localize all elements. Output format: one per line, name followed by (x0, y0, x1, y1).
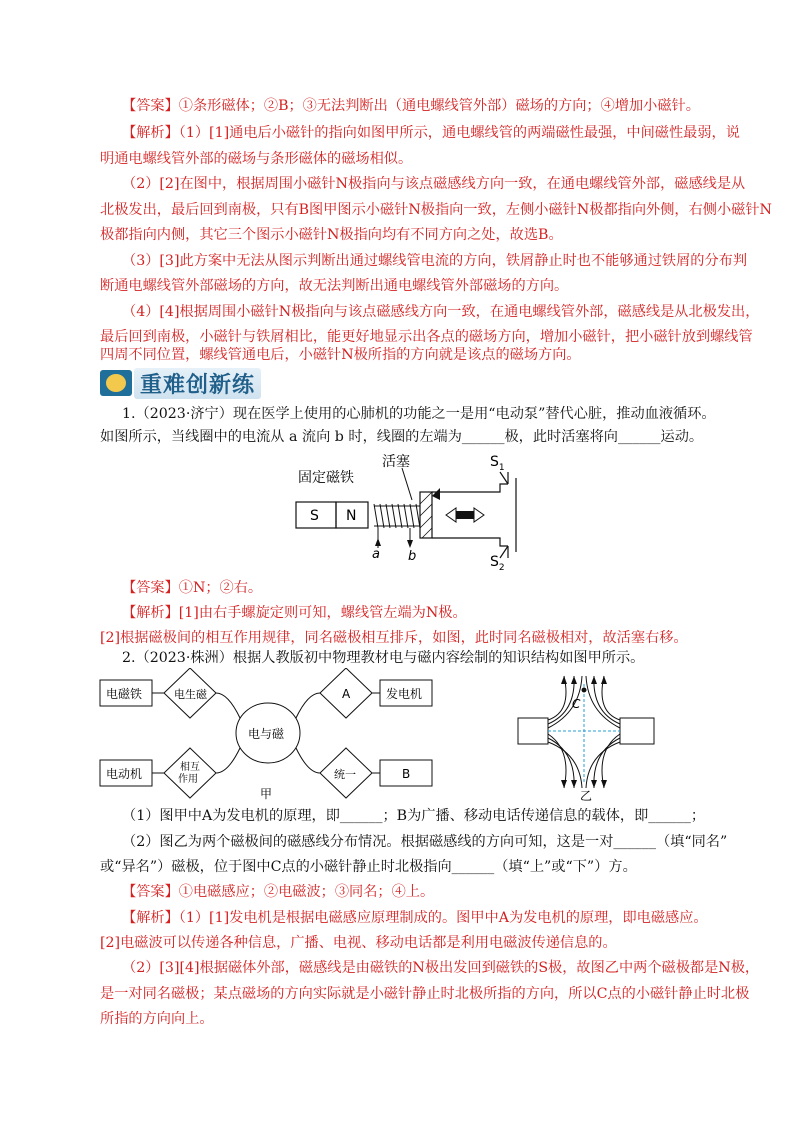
q1-analysis: 【解析】[1]由右手螺旋定则可知，螺线管左端为N极。 (122, 605, 467, 621)
q2-analysis: [2]电磁波可以传递各种信息，广播、电视、移动电话都是利用电磁波传递信息的。 (100, 935, 617, 951)
caption-yi: 乙 (580, 789, 593, 802)
label-center: 电与磁 (248, 727, 285, 741)
q2-analysis: 【解析】（1）[1]发电机是根据电磁感应原理制成的。图甲中A为发电机的原理，即电磁感应。 (122, 910, 708, 926)
diamond-xianghu (164, 748, 216, 798)
q2-analysis: 是一对同名磁极；某点磁场的方向实际就是小磁针静止时北极所指的方向，所以C点的小磁针静止时北极 (100, 986, 750, 1002)
label-xianghu: 相互 (180, 762, 200, 773)
q2-analysis: 所指的方向向上。 (100, 1011, 214, 1027)
label-zuoyong: 作用 (178, 774, 198, 785)
q2-sub2: 或“异名”）磁极，位于图中C点的小磁针静止时北极指向______（填“上”或“下”）方。 (100, 859, 637, 875)
q2-sub2: （2）图乙为两个磁极间的磁感线分布情况。根据磁感线的方向可知，这是一对______（填“同名” (122, 834, 728, 850)
label-C: C (572, 697, 581, 711)
coil (374, 504, 420, 528)
q1-stem: 1.（2023·济宁）现在医学上使用的心肺机的功能之一是用“电动泵”替代心脏，推动血液循环。 (122, 406, 716, 422)
right-pole (620, 718, 654, 744)
label-shengci: 电生磁 (174, 688, 207, 701)
valve-s1 (500, 472, 508, 484)
answer-1: 【答案】①条形磁体；②B；③无法判断出（通电螺线管外部）磁场的方向；④增加小磁针。 (122, 98, 700, 114)
analysis-1-line: （2）[2]在图中，根据周围小磁针N极指向与该点磁感线方向一致，在通电螺线管外部，磁感线是从 (122, 176, 746, 192)
label-tongyi: 统一 (334, 768, 356, 781)
label-fadianji: 发电机 (386, 687, 423, 701)
wire-a-arrow (375, 538, 381, 546)
analysis-1-line: （3）[3]此方案中无法从图示判断出通过螺线管电流的方向，铁屑静止时也不能够通过铁屑的分布判 (122, 253, 748, 269)
q2-analysis: （2）[3][4]根据磁体外部，磁感线是由磁铁的N极出发回到磁铁的S极，故图乙中两个磁极都是N极， (122, 960, 760, 976)
analysis-1-line: 最后回到南极，小磁针与铁屑相比，能更好地显示出各点的磁场方向，增加小磁针，把小磁针放到螺线管 (100, 329, 753, 345)
graduation-cap-icon (100, 370, 132, 396)
piston (420, 492, 432, 538)
point-c (582, 688, 587, 693)
chamber-corner (432, 488, 440, 500)
magnet-n-label: N (346, 508, 357, 524)
magnetic-field-figure (512, 672, 662, 802)
wire-b-label: b (408, 549, 417, 564)
analysis-1-line: 明通电螺线管外部的磁场与条形磁体的磁场相似。 (100, 151, 413, 167)
wire-a-label: a (372, 547, 380, 562)
analysis-1-line: （4）[4]根据周围小磁针N极指向与该点磁感线方向一致，在通电螺线管外部，磁感线是从北极发出， (122, 304, 760, 320)
q2-sub1: （1）图甲中A为发电机的原理，即______；B为广播、移动电话传递信息的载体，即______； (122, 808, 706, 824)
piston-leader-line (402, 468, 412, 500)
q1-answer: 【答案】①N；②右。 (122, 580, 263, 596)
flow-arrow-icon (446, 508, 484, 522)
analysis-1-line: 断通电螺线管外部磁场的方向，故无法判断出通电螺线管外部磁场的方向。 (100, 278, 569, 294)
magnet-s-label: S (310, 508, 319, 524)
electric-pump-figure (290, 452, 540, 570)
label-A: A (342, 687, 351, 701)
q2-answer: 【答案】①电磁感应；②电磁波；③同名；④上。 (122, 884, 435, 900)
knowledge-structure-figure (98, 668, 438, 800)
analysis-1-line: 四周不同位置，螺线管通电后，小磁针N极所指的方向就是该点的磁场方向。 (100, 347, 581, 363)
s1-label: $S_1$ (490, 454, 505, 473)
section-heading-text: 重难创新练 (134, 368, 261, 399)
label-B: B (402, 767, 411, 781)
label-dianciti: 电磁铁 (106, 687, 143, 701)
q1-analysis: [2]根据磁极间的相互作用规律，同名磁极相互排斥，如图，此时同名磁极相对，故活塞右移。 (100, 630, 688, 646)
q1-stem: 如图所示，当线圈中的电流从 a 流向 b 时，线圈的左端为______极，此时活塞将向______运动。 (100, 429, 704, 445)
caption-jia: 甲 (260, 787, 273, 800)
q2-stem: 2.（2023·株洲）根据人教版初中物理教材电与磁内容绘制的知识结构如图甲所示。 (122, 650, 645, 666)
fixed-magnet-label: 固定磁铁 (298, 470, 354, 486)
wire-b-arrow (407, 540, 413, 548)
label-diandongji: 电动机 (106, 767, 143, 781)
s2-label: $S_2$ (490, 554, 505, 570)
section-heading (100, 368, 261, 398)
analysis-1-line: 北极发出，最后回到南极，只有B图甲图示小磁针N极指向一致，左侧小磁针N极都指向外侧，右侧小磁针N (100, 202, 772, 218)
analysis-1-line: 【解析】（1）[1]通电后小磁针的指向如图甲所示，通电螺线管的两端磁性最强，中间磁性最弱，说 (122, 125, 740, 141)
valve-s2 (500, 546, 508, 558)
analysis-1-line: 极都指向内侧，其它三个图示小磁针N极指向均有不同方向之处，故选B。 (100, 227, 563, 243)
piston-label: 活塞 (382, 454, 410, 470)
left-pole (518, 718, 548, 744)
